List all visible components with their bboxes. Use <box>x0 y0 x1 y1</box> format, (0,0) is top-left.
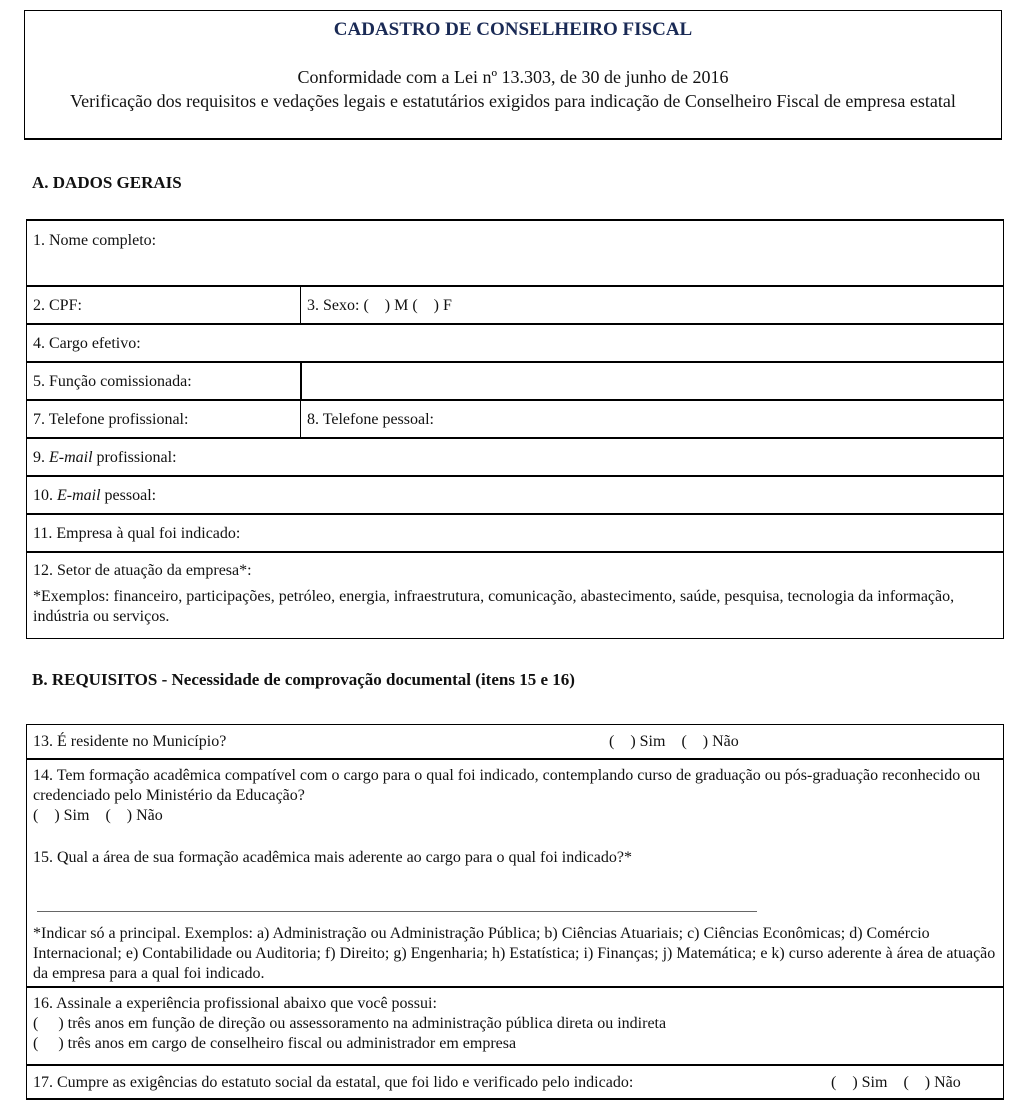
sexo-m-option[interactable]: ( ) M <box>363 297 409 314</box>
question-17 <box>27 1065 1004 1099</box>
q17-options[interactable]: ( ) Sim ( ) Não <box>831 1073 961 1091</box>
label-tel-pess: 8. Telefone pessoal: <box>307 411 434 428</box>
q15-label: 15. Qual a área de sua formação acadêmica mais aderente ao cargo para o qual foi indicado?* <box>33 848 632 866</box>
q15-examples-note: *Indicar só a principal. Exemplos: a) Administração ou Administração Pública; b) Ciências Atuariais; c) Ciências Econômicas; d) Comércio Internacional; e) Contabilidade ou Auditoria; f) Direito; g) Engenharia; h) Estatística; i) Finanças; j) Matemática; e k) curso aderente à área de atuação da empresa para a qual foi indicado. <box>33 924 996 982</box>
label-email-prof-num: 9. <box>33 449 45 466</box>
label-email-pess: pessoal: <box>104 487 157 504</box>
field-empresa[interactable] <box>27 514 1004 552</box>
general-data-table <box>26 219 1004 639</box>
field-email-pess[interactable] <box>27 476 1004 514</box>
label-email-pess-num: 10. <box>33 487 53 504</box>
label-email-pess-em: E-mail <box>57 487 101 504</box>
label-empresa: 11. Empresa à qual foi indicado: <box>33 525 241 542</box>
label-funcao: 5. Função comissionada: <box>33 373 192 390</box>
label-cargo: 4. Cargo efetivo: <box>33 335 141 352</box>
field-setor[interactable] <box>27 552 1004 638</box>
field-sexo <box>301 286 1004 324</box>
q17-label: 17. Cumpre as exigências do estatuto social da estatal, que foi lido e verificado pelo indicado: <box>33 1073 634 1091</box>
label-setor: 12. Setor de atuação da empresa*: <box>33 562 252 579</box>
question-14-15 <box>27 759 1004 987</box>
label-email-prof-em: E-mail <box>49 449 93 466</box>
q16-option-conselheiro[interactable]: ( ) três anos em cargo de conselheiro fiscal ou administrador em empresa <box>33 1034 517 1052</box>
q15-answer-line[interactable] <box>33 898 997 918</box>
field-tel-prof[interactable] <box>27 400 301 438</box>
field-nome[interactable] <box>27 220 1004 286</box>
field-funcao-label <box>27 362 301 400</box>
form-header <box>24 10 1002 140</box>
requirements-table <box>26 724 1004 1100</box>
field-cargo[interactable] <box>27 324 1004 362</box>
field-email-prof[interactable] <box>27 438 1004 476</box>
sexo-f-option[interactable]: ( ) F <box>412 297 452 314</box>
question-16 <box>27 987 1004 1065</box>
q16-option-direcao[interactable]: ( ) três anos em função de direção ou assessoramento na administração pública direta ou indireta <box>33 1014 667 1032</box>
section-a-title: A. DADOS GERAIS <box>32 173 182 192</box>
label-sexo: 3. Sexo: <box>307 297 360 314</box>
label-tel-prof: 7. Telefone profissional: <box>33 411 189 428</box>
q16-label: 16. Assinale a experiência profissional abaixo que você possui: <box>33 994 437 1012</box>
label-nome: 1. Nome completo: <box>33 232 157 249</box>
form-description: Verificação dos requisitos e vedações legais e estatutários exigidos para indicação de Conselheiro Fiscal de empresa estatal <box>70 91 956 111</box>
field-funcao-value[interactable] <box>301 362 1004 400</box>
setor-examples-note: *Exemplos: financeiro, participações, petróleo, energia, infraestrutura, comunicação, abastecimento, saúde, pesquisa, tecnologia da informação, indústria ou serviços. <box>33 588 955 625</box>
law-reference: Conformidade com a Lei nº 13.303, de 30 de junho de 2016 <box>297 67 729 87</box>
form-subtitle <box>25 65 1001 113</box>
question-13 <box>27 725 1004 759</box>
field-cpf[interactable] <box>27 286 301 324</box>
section-b-title: B. REQUISITOS - Necessidade de comprovação documental (itens 15 e 16) <box>32 670 575 689</box>
q14-options[interactable]: ( ) Sim ( ) Não <box>33 806 163 824</box>
q14-label: 14. Tem formação acadêmica compatível com o cargo para o qual foi indicado, contemplando curso de graduação ou pós-graduação reconhecido ou credenciado pelo Ministério da Educação? <box>33 766 981 804</box>
field-tel-pess[interactable] <box>301 400 1004 438</box>
q13-options[interactable]: ( ) Sim ( ) Não <box>609 733 739 750</box>
q13-label: 13. É residente no Município? <box>33 733 227 750</box>
form-title: CADASTRO DE CONSELHEIRO FISCAL <box>333 19 693 40</box>
label-cpf: 2. CPF: <box>33 297 82 314</box>
label-email-prof: profissional: <box>96 449 177 466</box>
